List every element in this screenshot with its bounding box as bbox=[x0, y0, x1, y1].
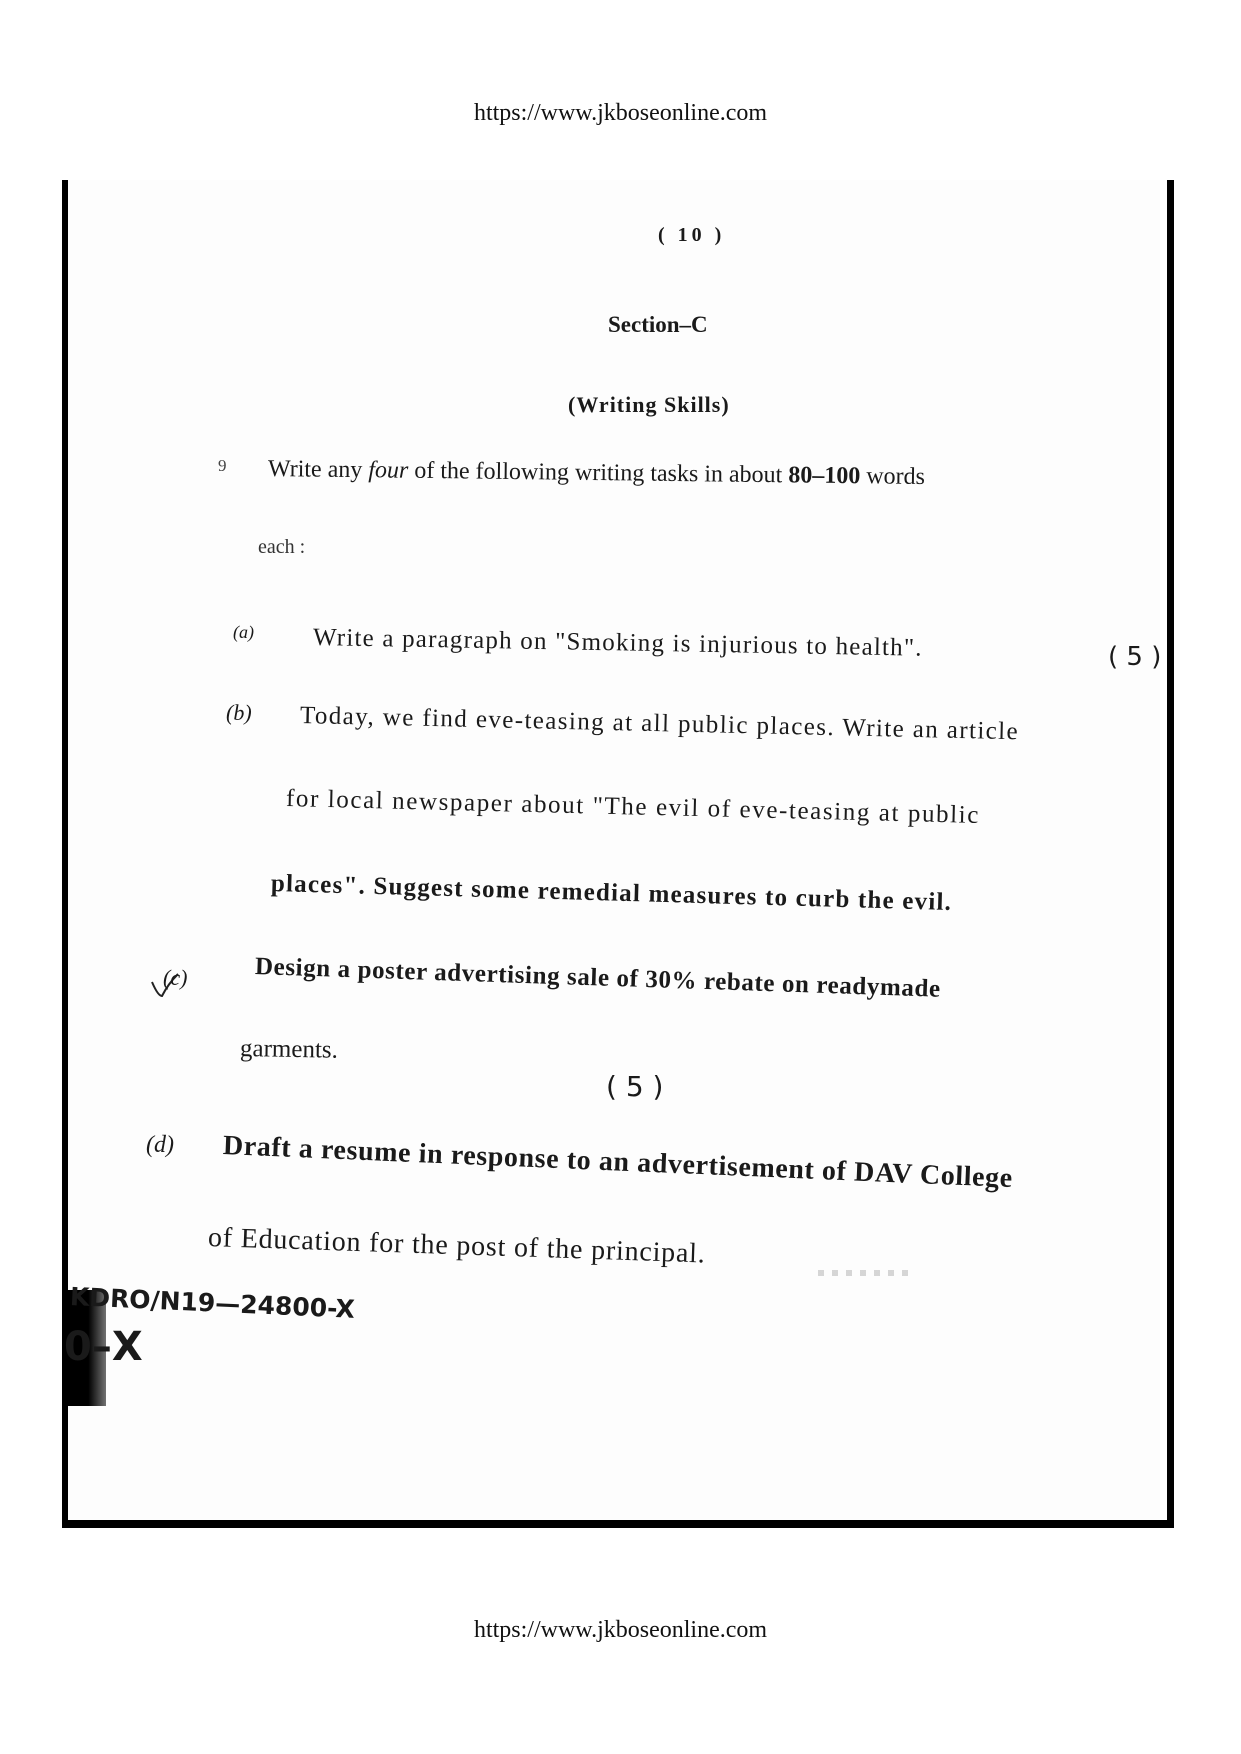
item-a-text: Write a paragraph on "Smoking is injurious to health". bbox=[312, 624, 923, 662]
question-instruction-line2: each : bbox=[258, 536, 306, 558]
instruction-word-count: 80–100 bbox=[788, 462, 861, 490]
section-title: Section–C bbox=[608, 312, 708, 337]
item-c-mark: ( 5 ) bbox=[606, 1070, 664, 1103]
item-b-line-1: Today, we find eve-teasing at all public places. Write an article bbox=[299, 702, 1020, 746]
footer-url[interactable]: https://www.jkboseonline.com bbox=[473, 1617, 768, 1643]
instruction-before: Write any bbox=[267, 456, 369, 484]
instruction-after: words bbox=[860, 463, 926, 491]
item-a-label: (a) bbox=[233, 622, 254, 642]
item-c-label: (c) bbox=[163, 965, 188, 990]
instruction-emphasis: four bbox=[368, 457, 409, 484]
instruction-mid: of the following writing tasks in about bbox=[408, 457, 789, 489]
item-b-line-3: places". Suggest some remedial measures to curb the evil. bbox=[270, 870, 953, 917]
item-a-mark: ( 5 ) bbox=[1108, 642, 1162, 672]
page-number: ( 10 ) bbox=[658, 224, 726, 246]
item-b-label: (b) bbox=[226, 700, 252, 725]
item-d-line-1: Draft a resume in response to an advertisement of DAV College bbox=[222, 1130, 1014, 1195]
paper-code: KDRO/N19—24800-X bbox=[69, 1282, 356, 1324]
item-d-line-2: of Education for the post of the principal. bbox=[207, 1222, 707, 1270]
item-d-label: (d) bbox=[146, 1132, 174, 1158]
question-number: 9 bbox=[218, 456, 227, 475]
item-b-line-2: for local newspaper about "The evil of eve-teasing at public bbox=[285, 785, 981, 829]
item-c-line-2: garments. bbox=[239, 1035, 339, 1064]
paper-code-suffix: 0–X bbox=[64, 1324, 143, 1370]
header-url[interactable]: https://www.jkboseonline.com bbox=[473, 100, 768, 126]
scan-smudge bbox=[818, 1270, 908, 1276]
question-instruction bbox=[268, 456, 925, 491]
scanned-page bbox=[62, 180, 1174, 1528]
section-subtitle: (Writing Skills) bbox=[568, 392, 730, 417]
item-c-line-1: Design a poster advertising sale of 30% rebate on readymade bbox=[254, 953, 942, 1003]
